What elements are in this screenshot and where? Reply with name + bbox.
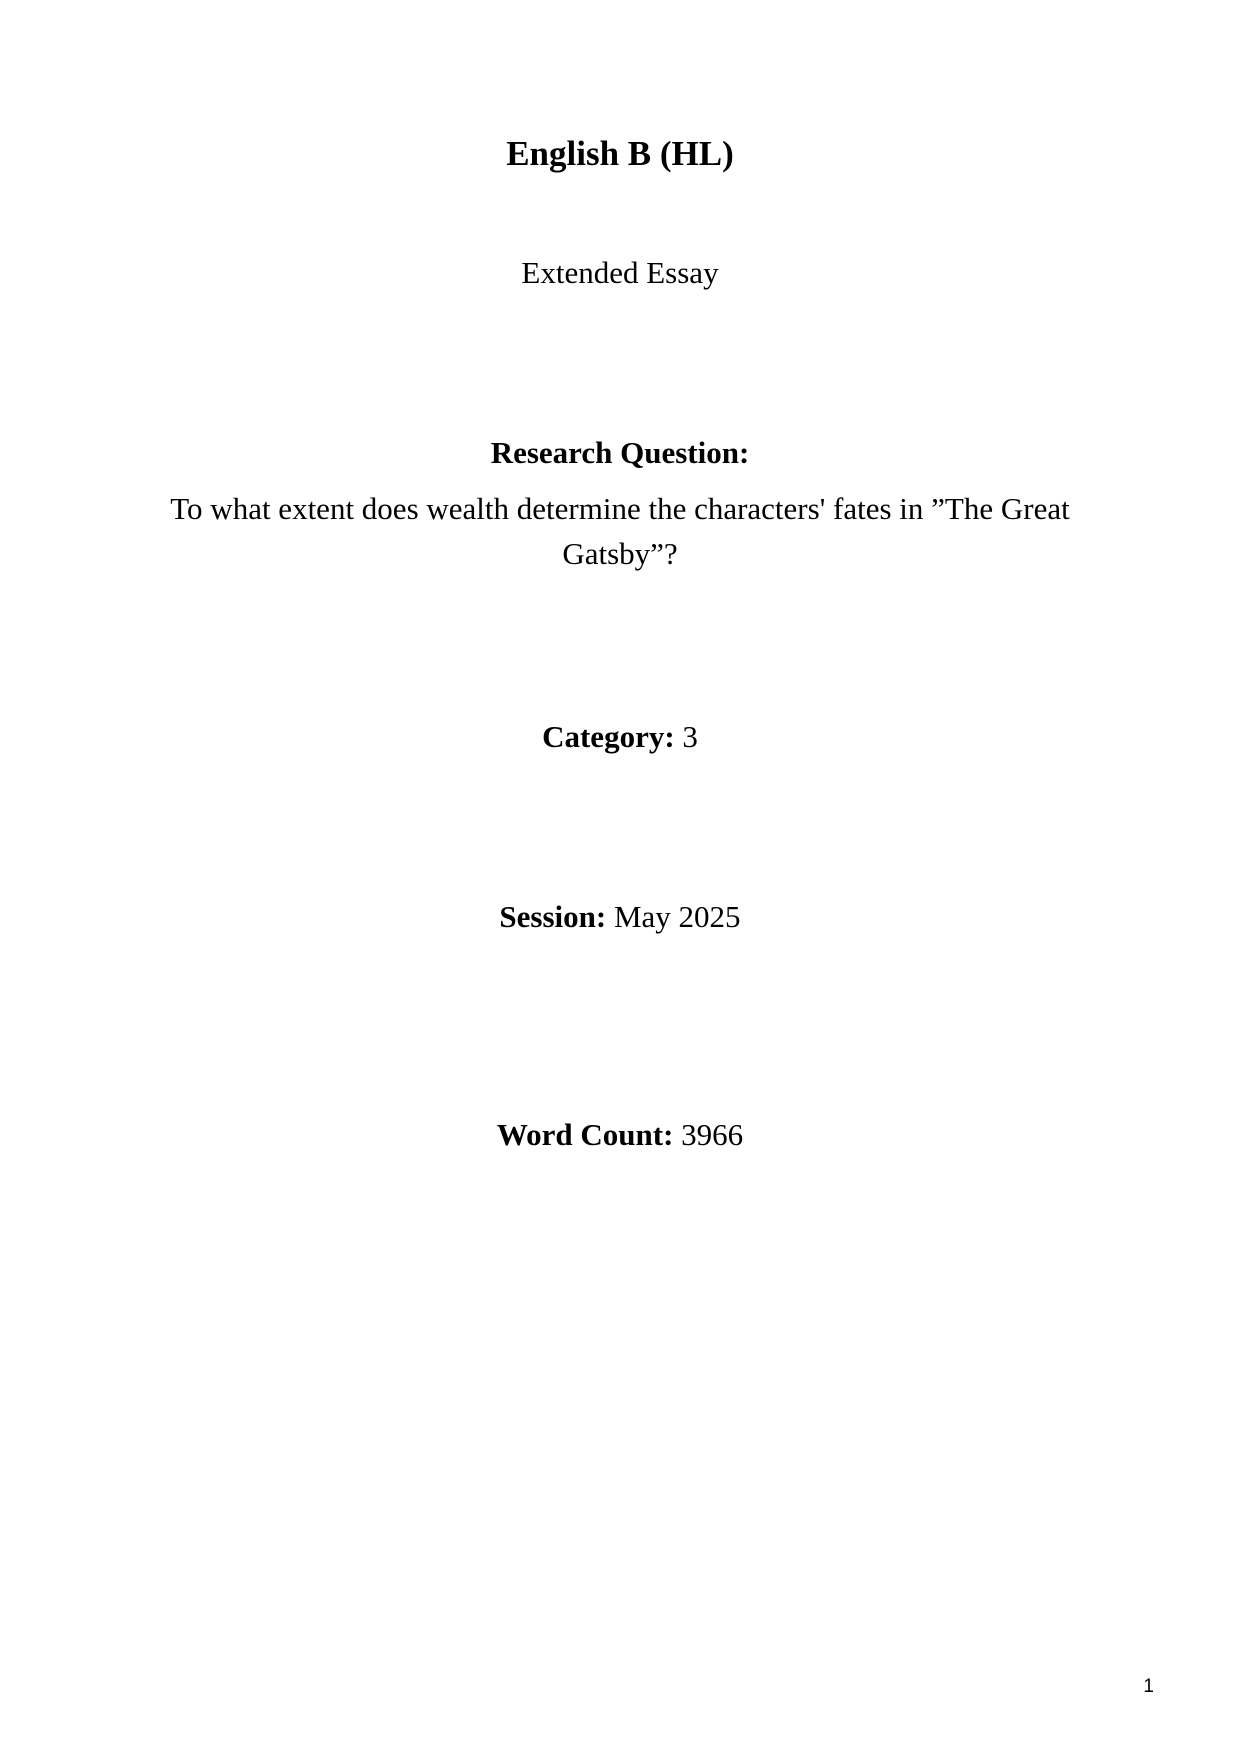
session-value: May 2025	[613, 898, 741, 934]
word-count-line	[160, 937, 1080, 1155]
research-question-text: To what extent does wealth determine the characters' fates in ”The Great Gatsby”?	[170, 490, 1070, 571]
title-page-content	[160, 0, 1080, 1156]
word-count-value: 3966	[681, 1117, 744, 1153]
category-label: Category:	[542, 718, 675, 754]
research-question-block	[160, 293, 1080, 577]
research-question-heading: Research Question:	[490, 434, 750, 470]
session-line	[160, 757, 1080, 937]
page-title: English B (HL)	[506, 134, 734, 173]
session-label: Session:	[499, 898, 607, 934]
page-number: 1	[1143, 1676, 1154, 1697]
category-value: 3	[682, 718, 698, 754]
document-subtitle: Extended Essay	[521, 254, 719, 290]
category-line	[160, 577, 1080, 757]
word-count-label: Word Count:	[496, 1117, 674, 1153]
